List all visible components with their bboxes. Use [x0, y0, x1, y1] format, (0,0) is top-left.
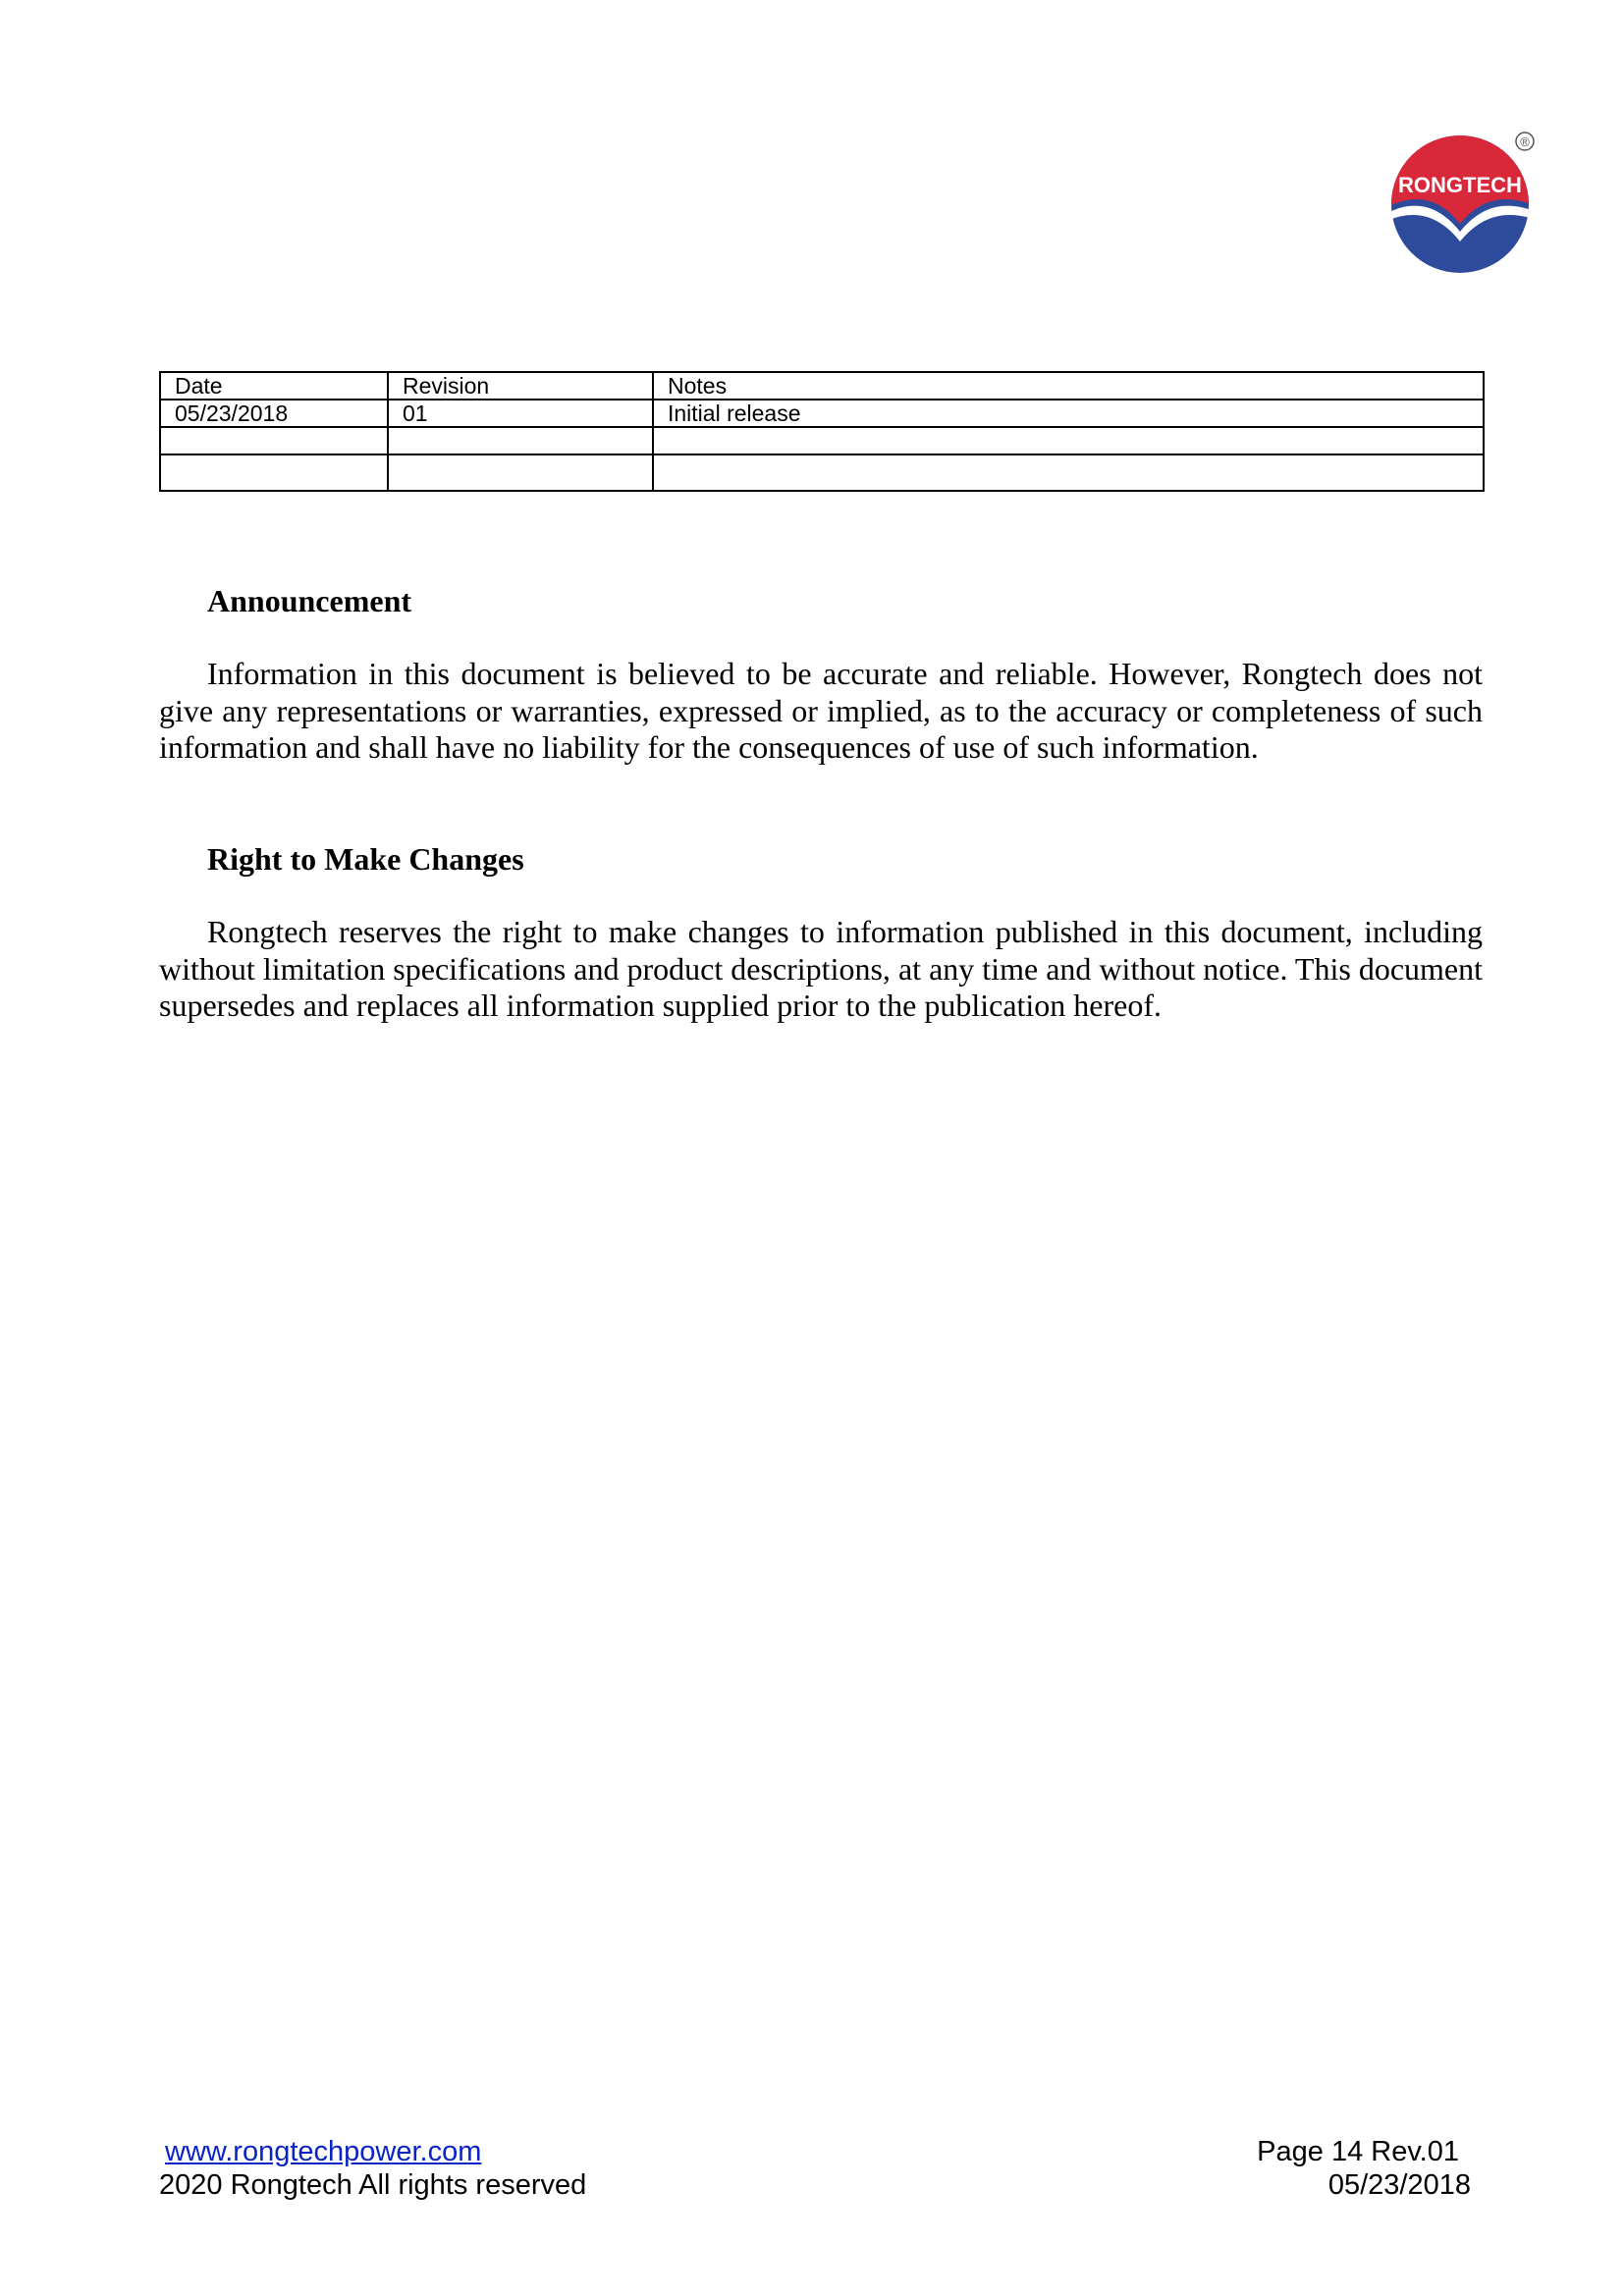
section-body-right-to-make-changes: Rongtech reserves the right to make changes to information published in this document, including without limitation specifications and product descriptions, at any time and without notice. This document supersedes and replaces all information supplied prior to the publication hereof. [159, 914, 1483, 1023]
cell-date [160, 427, 388, 454]
section-title-announcement: Announcement [207, 583, 412, 618]
cell-date: 05/23/2018 [160, 400, 388, 427]
cell-revision [388, 454, 653, 491]
copyright-text: 2020 Rongtech All rights reserved [159, 2169, 587, 2201]
footer-date: 05/23/2018 [1327, 2169, 1471, 2201]
page-number: Page 14 Rev.01 [1257, 2136, 1459, 2167]
cell-date [160, 454, 388, 491]
section-title-right-to-make-changes: Right to Make Changes [207, 841, 524, 877]
table-header-row [160, 372, 1484, 400]
cell-revision: 01 [388, 400, 653, 427]
rongtech-logo-icon [1389, 126, 1537, 283]
table-row [160, 427, 1484, 454]
cell-notes: Initial release [653, 400, 1484, 427]
header-notes: Notes [653, 372, 1484, 400]
rongtech-logo [1389, 126, 1537, 283]
website-link[interactable]: www.rongtechpower.com [165, 2136, 482, 2167]
table-row [160, 454, 1484, 491]
registered-mark: ® [1520, 134, 1530, 149]
cell-revision [388, 427, 653, 454]
table-row [160, 400, 1484, 427]
logo-text: RONGTECH [1398, 173, 1522, 197]
revision-table [159, 371, 1485, 492]
header-revision: Revision [388, 372, 653, 400]
cell-notes [653, 454, 1484, 491]
cell-notes [653, 427, 1484, 454]
header-date: Date [160, 372, 388, 400]
section-body-announcement: Information in this document is believed to be accurate and reliable. However, Rongtech does not give any representations or warranties, expressed or implied, as to the accuracy or completeness of such information and shall have no liability for the consequences of use of such information. [159, 656, 1483, 765]
